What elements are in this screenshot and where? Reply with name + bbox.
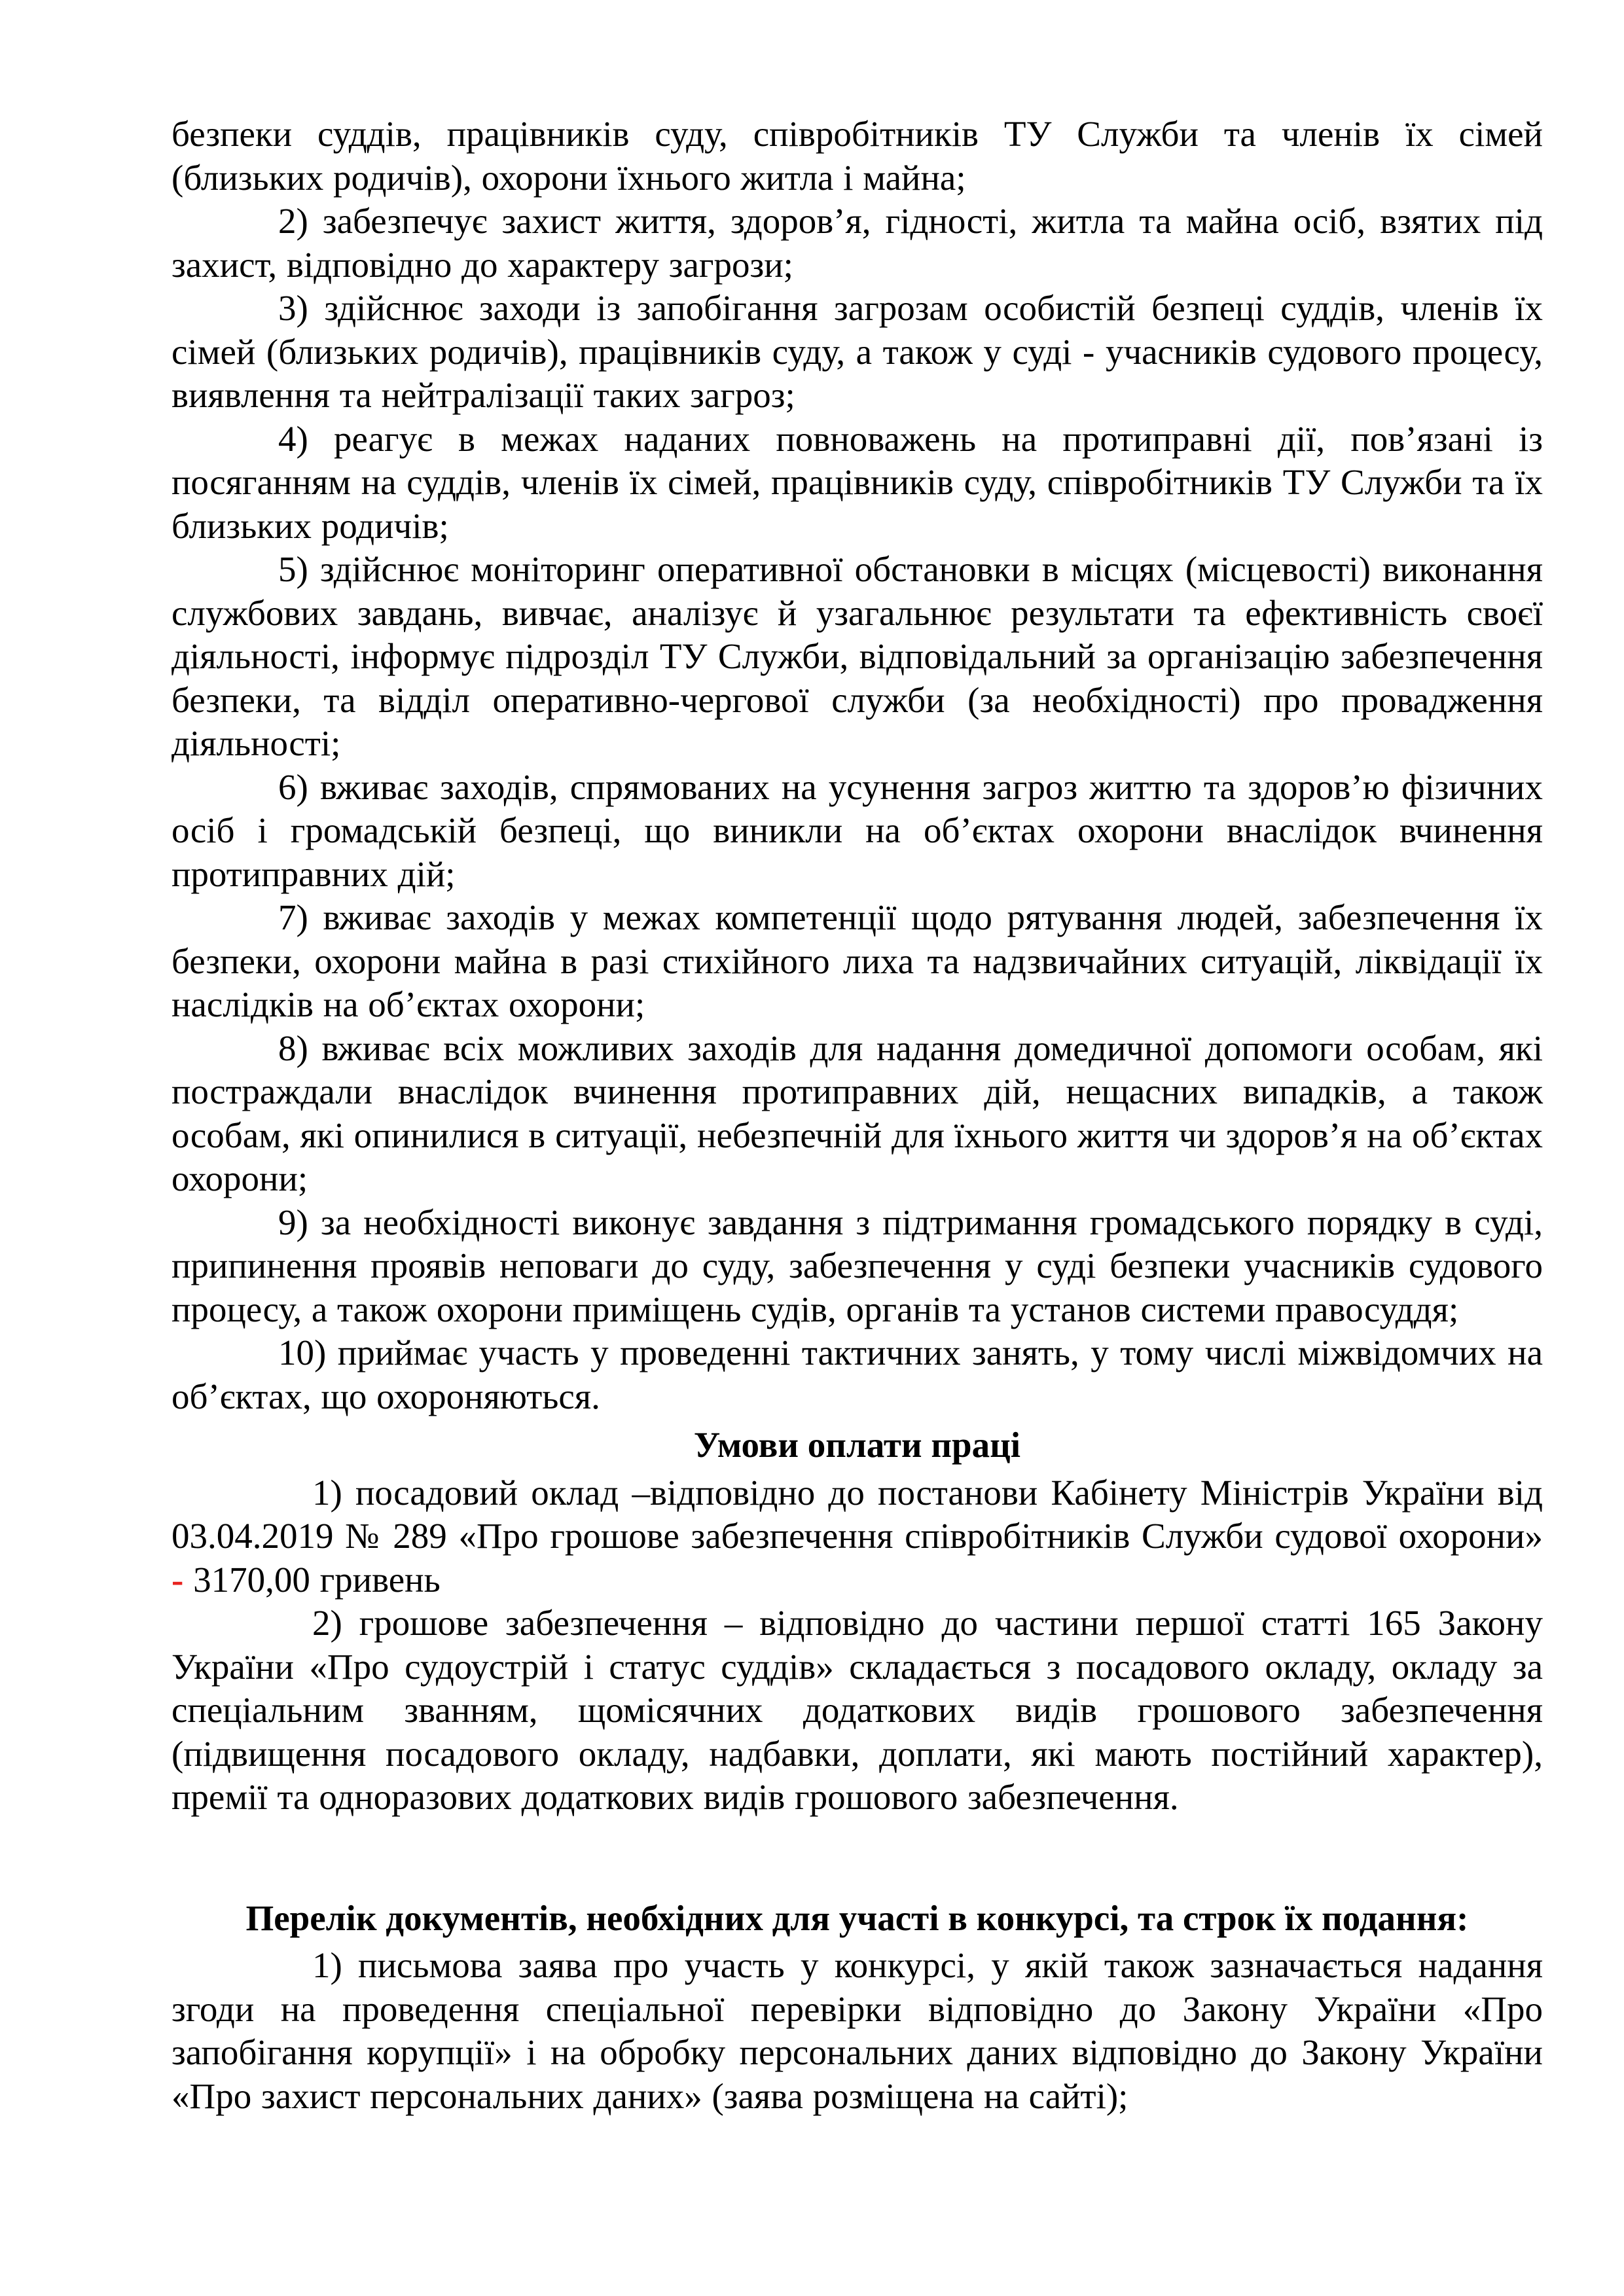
- duty-item-6: 6) вживає заходів, спрямованих на усунення загроз життю та здоров’ю фізичних осіб і громадській безпеці, що виникли на об’єктах охорони внаслідок вчинення протиправних дій;: [171, 766, 1543, 894]
- section-heading-pay: Умови оплати праці: [693, 1425, 1021, 1465]
- salary-text-before: 1) посадовий оклад –відповідно до постанови Кабінету Міністрів України від 03.04.2019 № 289 «Про грошове забезпечення співробітників Служби судової охорони»: [171, 1472, 1543, 1556]
- salary-text-after: 3170,00 гривень: [193, 1559, 441, 1600]
- allowance-paragraph: 2) грошове забезпечення – відповідно до частини першої статті 165 Закону України «Про судоустрій і статус суддів» складається з посадового окладу, окладу за спеціальним званням, щомісячних додаткових видів грошового забезпечення (підвищення посадового окладу, надбавки, доплати, які мають постійний характер), премії та одноразових додаткових видів грошового забезпечення.: [171, 1603, 1543, 1817]
- red-dash: -: [171, 1559, 184, 1600]
- duty-item-9: 9) за необхідності виконує завдання з підтримання громадського порядку в суді, припинення проявів неповаги до суду, забезпечення у суді безпеки учасників судового процесу, а також охорони приміщень судів, органів та установ системи правосуддя;: [171, 1202, 1543, 1329]
- duty-item-2: 2) забезпечує захист життя, здоров’я, гідності, житла та майна осіб, взятих під захист, відповідно до характеру загрози;: [171, 201, 1543, 285]
- duty-item-7: 7) вживає заходів у межах компетенції щодо рятування людей, забезпечення їх безпеки, охорони майна в разі стихійного лиха та надзвичайних ситуацій, ліквідації їх наслідків на об’єктах охорони;: [171, 897, 1543, 1024]
- continued-paragraph: безпеки суддів, працівників суду, співробітників ТУ Служби та членів їх сімей (близьких родичів), охорони їхнього житла і майна;: [171, 114, 1543, 198]
- duty-item-3: 3) здійснює заходи із запобігання загрозам особистій безпеці суддів, членів їх сімей (близьких родичів), працівників суду, а також у суді - учасників судового процесу, виявлення та нейтралізації таких загроз;: [171, 288, 1543, 415]
- duty-item-10: 10) приймає участь у проведенні тактичних занять, у тому числі міжвідомчих на об’єктах, що охороняються.: [171, 1333, 1543, 1416]
- duty-item-4: 4) реагує в межах наданих повноважень на протиправні дії, пов’язані із посяганням на суддів, членів їх сімей, працівників суду, співробітників ТУ Служби та їх близьких родичів;: [171, 418, 1543, 546]
- duty-item-8: 8) вживає всіх можливих заходів для надання домедичної допомоги особам, які постраждали внаслідок вчинення протиправних дій, нещасних випадків, а також особам, які опинилися в ситуації, небезпечній для їхнього життя чи здоров’я на об’єктах охорони;: [171, 1028, 1543, 1198]
- section-heading-documents: Перелік документів, необхідних для участі в конкурсі, та строк їх подання:: [245, 1897, 1469, 1938]
- salary-paragraph: [171, 1471, 1543, 1602]
- duty-item-5: 5) здійснює моніторинг оперативної обстановки в місцях (місцевості) виконання службових завдань, вивчає, аналізує й узагальнює результати та ефективність своєї діяльності, інформує підрозділ ТУ Служби, відповідальний за організацію забезпечення безпеки, та відділ оперативно-чергової служби (за необхідності) про провадження діяльності;: [171, 549, 1543, 763]
- documents-item-1: 1) письмова заява про участь у конкурсі, у якій також зазначається надання згоди на проведення спеціальної перевірки відповідно до Закону України «Про запобігання корупції» і на обробку персональних даних відповідно до Закону України «Про захист персональних даних» (заява розміщена на сайті);: [171, 1945, 1543, 2116]
